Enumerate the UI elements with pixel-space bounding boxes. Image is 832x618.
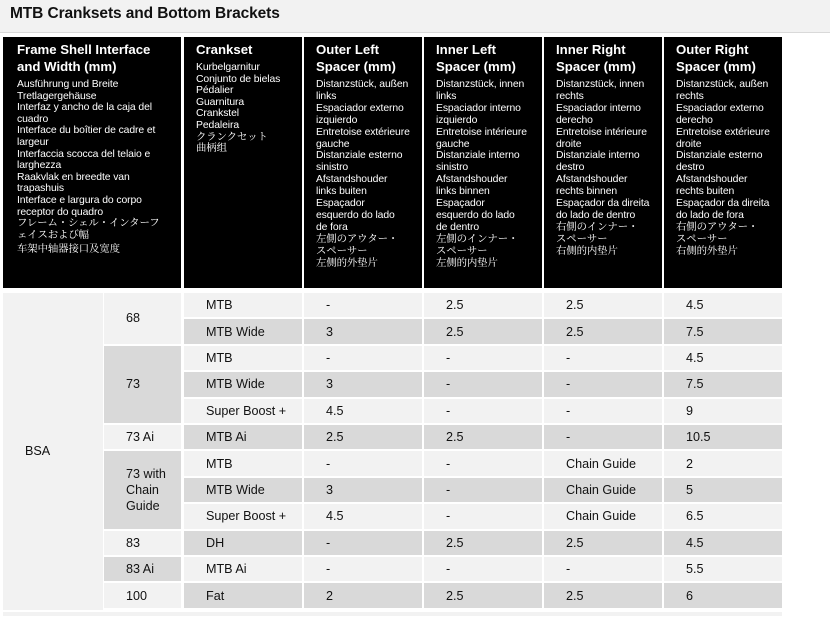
outer-left-cell: 4.5: [304, 399, 422, 423]
inner-right-cell: 2.5: [544, 583, 662, 607]
outer-right-cell: 6: [664, 583, 782, 607]
outer-right-cell: 7.5: [664, 372, 782, 396]
crankset-cell: MTB Wide: [184, 372, 302, 396]
shell-width-cell: 73 Ai: [104, 425, 181, 449]
header-label: Frame Shell Interface and Width (mm): [17, 42, 151, 74]
header-translations: Distanzstück, innen rechts Espaciador interno derecho Entretoise intérieure droite Distanziale interno destro Afstandshouder rechts binnen Espaçador da direita do lado de dentro 右側のインナー・ スペーサー 右侧的内垫片: [556, 79, 650, 257]
header-label: Inner Left Spacer (mm): [436, 42, 516, 74]
inner-left-cell: -: [424, 504, 542, 528]
outer-right-cell: 2: [664, 451, 782, 475]
inner-left-cell: -: [424, 372, 542, 396]
header-translation-zh: 车架中轴器接口及宽度: [17, 244, 120, 256]
outer-right-cell: 9: [664, 399, 782, 423]
header-translations: Ausführung und Breite Tretlagergehäuse Interfaz y ancho de la caja del cuadro Interface du boîtier de cadre et largeur Interfaccia scocca del telaio e larghezza Raakvlak en breedte van trapashuis Interface e largura do corpo receptor do quadro フレーム・シェル・インターフ ェイスおよび幅: [17, 79, 160, 241]
header-inner-right: [544, 37, 662, 288]
outer-right-cell: 4.5: [664, 531, 782, 555]
header-frame-shell: [3, 37, 181, 288]
crankset-cell: MTB Ai: [184, 425, 302, 449]
table-bottom-edge: [3, 612, 782, 616]
crankset-cell: DH: [184, 531, 302, 555]
shell-width-cell: 73: [104, 346, 181, 423]
outer-left-cell: -: [304, 346, 422, 370]
inner-left-cell: -: [424, 451, 542, 475]
title-bar: [0, 0, 830, 33]
inner-left-cell: -: [424, 399, 542, 423]
shell-width-cell: 73 with Chain Guide: [104, 451, 181, 528]
inner-right-cell: 2.5: [544, 319, 662, 343]
crankset-cell: MTB Wide: [184, 319, 302, 343]
outer-right-cell: 7.5: [664, 319, 782, 343]
outer-left-cell: 3: [304, 319, 422, 343]
inner-left-cell: -: [424, 478, 542, 502]
inner-right-cell: -: [544, 557, 662, 581]
header-inner-left: [424, 37, 542, 288]
shell-width-cell: 83: [104, 531, 181, 555]
outer-left-cell: 4.5: [304, 504, 422, 528]
outer-right-cell: 4.5: [664, 293, 782, 317]
crankset-cell: MTB: [184, 293, 302, 317]
outer-right-cell: 4.5: [664, 346, 782, 370]
inner-right-cell: Chain Guide: [544, 478, 662, 502]
shell-width-cell: 100: [104, 583, 181, 607]
header-label: Outer Right Spacer (mm): [676, 42, 756, 74]
inner-left-cell: 2.5: [424, 293, 542, 317]
outer-right-cell: 10.5: [664, 425, 782, 449]
inner-right-cell: Chain Guide: [544, 504, 662, 528]
inner-left-cell: 2.5: [424, 531, 542, 555]
outer-left-cell: -: [304, 451, 422, 475]
inner-left-cell: -: [424, 557, 542, 581]
header-translations: Distanzstück, außen rechts Espaciador externo derecho Entretoise extérieure droite Distanziale esterno destro Afstandshouder rechts buiten Espaçador da direita do lado de fora 右側のアウター・ スペーサー 右侧的外垫片: [676, 79, 770, 257]
inner-right-cell: -: [544, 372, 662, 396]
header-translations: Distanzstück, außen links Espaciador externo izquierdo Entretoise extérieure gauche Distanziale esterno sinistro Afstandshouder links buiten Espaçador esquerdo do lado de fora 左側のアウター・ スペーサー 左侧的外垫片: [316, 79, 410, 269]
inner-left-cell: 2.5: [424, 583, 542, 607]
inner-left-cell: 2.5: [424, 319, 542, 343]
crankset-cell: MTB: [184, 451, 302, 475]
inner-right-cell: Chain Guide: [544, 451, 662, 475]
outer-left-cell: -: [304, 531, 422, 555]
header-label: Inner Right Spacer (mm): [556, 42, 636, 74]
bsa-cell: BSA: [3, 293, 103, 610]
outer-left-cell: 3: [304, 372, 422, 396]
inner-right-cell: -: [544, 425, 662, 449]
header-label: Outer Left Spacer (mm): [316, 42, 396, 74]
outer-left-cell: 2: [304, 583, 422, 607]
header-translations: Distanzstück, innen links Espaciador interno izquierdo Entretoise intérieure gauche Distanziale interno sinistro Afstandshouder links binnen Espaçador esquerdo do lado de dentro 左側のインナー・ スペーサー 左侧的内垫片: [436, 79, 527, 269]
crankset-cell: MTB: [184, 346, 302, 370]
outer-left-cell: -: [304, 293, 422, 317]
header-outer-left: [304, 37, 422, 288]
crankset-cell: MTB Ai: [184, 557, 302, 581]
shell-width-cell: 68: [104, 293, 181, 344]
inner-right-cell: -: [544, 346, 662, 370]
header-label: Crankset: [196, 42, 253, 57]
outer-right-cell: 6.5: [664, 504, 782, 528]
outer-left-cell: 3: [304, 478, 422, 502]
crankset-cell: Super Boost +: [184, 399, 302, 423]
crankset-cell: MTB Wide: [184, 478, 302, 502]
inner-left-cell: 2.5: [424, 425, 542, 449]
outer-left-cell: -: [304, 557, 422, 581]
header-outer-right: [664, 37, 782, 288]
crankset-cell: Super Boost +: [184, 504, 302, 528]
crankset-cell: Fat: [184, 583, 302, 607]
inner-right-cell: 2.5: [544, 293, 662, 317]
shell-width-cell: 83 Ai: [104, 557, 181, 581]
outer-right-cell: 5: [664, 478, 782, 502]
header-translations: Kurbelgarnitur Conjunto de bielas Pédalier Guarnitura Crankstel Pedaleira クランクセット 曲柄组: [196, 62, 281, 155]
inner-right-cell: 2.5: [544, 531, 662, 555]
outer-left-cell: 2.5: [304, 425, 422, 449]
page-title: MTB Cranksets and Bottom Brackets: [10, 5, 280, 22]
inner-left-cell: -: [424, 346, 542, 370]
header-crankset: [184, 37, 302, 288]
outer-right-cell: 5.5: [664, 557, 782, 581]
inner-right-cell: -: [544, 399, 662, 423]
